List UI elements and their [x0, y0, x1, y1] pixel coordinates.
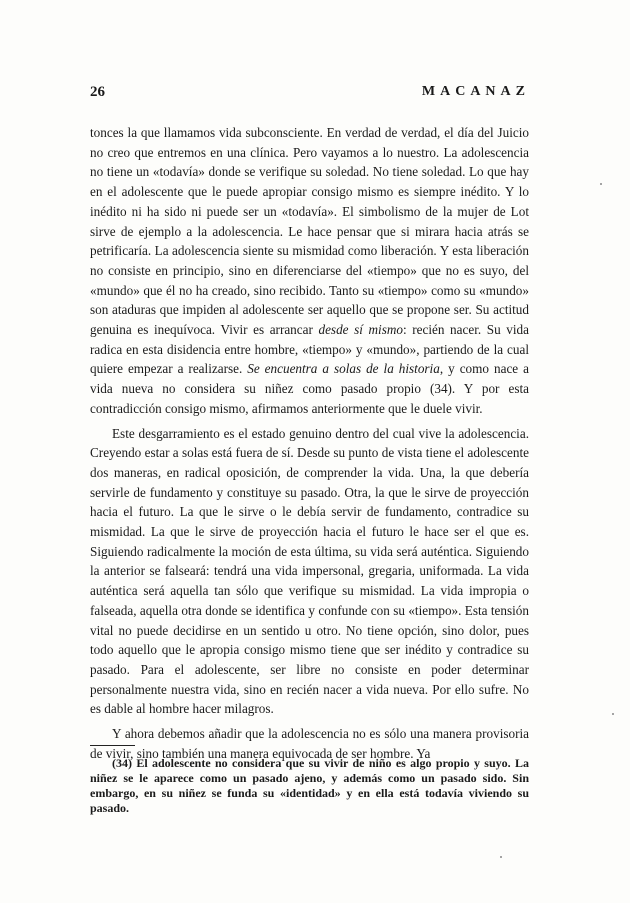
body-text [90, 123, 529, 764]
italic-run: desde sí mismo [318, 322, 403, 338]
paragraph [90, 424, 529, 720]
text-run: , y como nace a vida nueva no considera su niñez como pasado propio (34). Y por esta contradicción consigo mismo, afirmamos anteriormente que le duele vivir. [90, 361, 529, 416]
text-run: : recién nacer. Su vida radica en esta disidencia entre hombre, «tiempo» y «mundo», partiendo de la cual quiere empezar a realizarse. [90, 322, 529, 377]
scan-speck [600, 183, 602, 185]
page-number: 26 [90, 84, 105, 100]
footnote: (34) El adolescente no considera que su vivir de niño es algo propio y suyo. La niñez se le aparece como un pasado ajeno, y además como un pasado sido. Sin embargo, en su niñez se funda su «identidad» y en ella está todavía viviendo su pasado. [90, 756, 529, 815]
running-head: MACANAZ [421, 84, 530, 99]
scan-speck [612, 713, 614, 715]
page-header [90, 84, 530, 104]
text-run: Y ahora debemos añadir que la adolescencia no es sólo una manera provisoria de vivir, sino también una manera equivocada de ser hombre. Ya [90, 726, 529, 761]
paragraph [90, 123, 529, 419]
footnote-rule [90, 745, 135, 746]
text-run: tonces la que llamamos vida subconsciente. En verdad de verdad, el día del Juicio no creo que entremos en una clínica. Pero vayamos a lo nuestro. La adolescencia no tiene un «todavía» donde se verifique su soledad. No tiene soledad. Lo que hay en el adolescente que le puede apropiar consigo mismo es siempre inédito. Y lo inédito ni ha sido ni puede ser un «todavía». El simbolismo de la mujer de Lot sirve de ejemplo a la adolescencia. Le hace pensar que si mirara hacia atrás se petrificaría. La adolescencia siente su mismidad como liberación. Y esta liberación no consiste en principio, sino en diferenciarse del «tiempo» que no es suyo, del «mundo» que él no ha creado, sino recibido. Tanto su «tiempo» como su «mundo» son ataduras que impiden al adolescente ser aquello que se propone ser. Su actitud genuina es inequívoca. Vivir es arrancar [90, 125, 529, 338]
text-run: Este desgarramiento es el estado genuino dentro del cual vive la adolescencia. Creyendo estar a solas está fuera de sí. Desde su punto de vista tiene el adolescente dos maneras, en radical oposición, de comprender la vida. Una, la que debería servirle de fundamento y constituye su pasado. Otra, la que le sirve de proyección hacia el futuro. La que le sirve o le debía servir de fundamento, contradice su mismidad. La que le sirve de proyección hacia el futuro le hace ser el que es. Siguiendo radicalmente la moción de esta última, su vida será auténtica. Siguiendo la anterior se falseará: tendrá una vida impersonal, gregaria, uniformada. La vida auténtica será aquella tan sólo que verifique su mismidad. La vida impropia o falseada, aquella otra donde se identifica y confunde con su «tiempo». Esta tensión vital no puede decidirse en un sentido u otro. No tiene opción, sino dolor, pues todo aquello que le apropia consigo mismo tiene que ser inédito y contradice su pasado. Para el adolescente, ser libre no consiste en poder determinar personalmente nuestra vida, sino en recién nacer a vida nueva. Por ello sufre. No es dable al hombre hacer milagros. [90, 425, 529, 717]
italic-run: Se encuentra a solas de la historia [247, 361, 440, 377]
scan-speck [500, 856, 502, 858]
